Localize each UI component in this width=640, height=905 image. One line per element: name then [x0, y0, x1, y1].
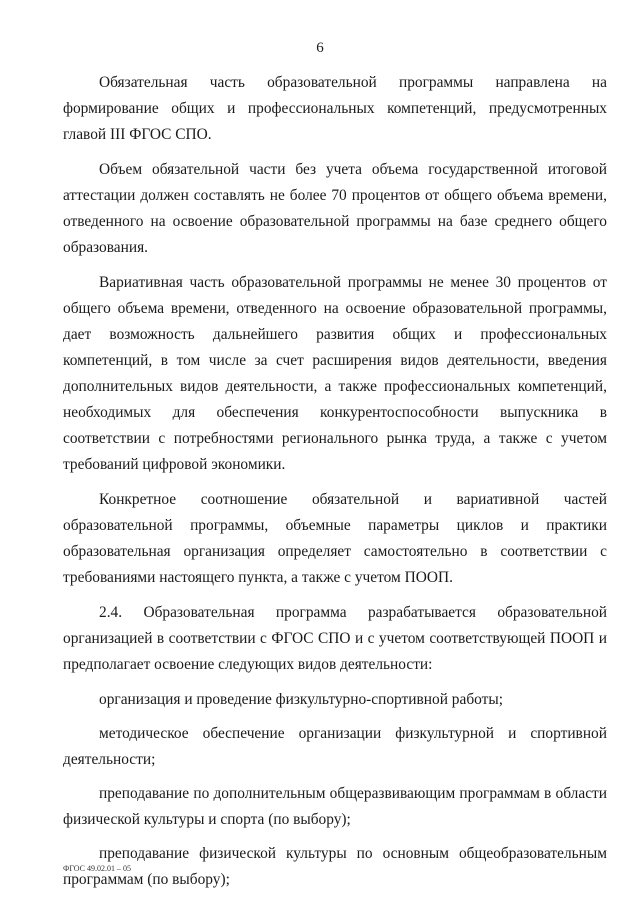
paragraph-mandatory-part: Обязательная часть образовательной программы направлена на формирование общих и профессиональных компетенций, предусмотренных главой III ФГОС СПО.	[63, 74, 607, 143]
paragraph-ratio: Конкретное соотношение обязательной и вариативной частей образовательной программы, объемные параметры циклов и практики образовательная организация определяет самостоятельно в соответствии с требованиями настоящего пункта, а также с учетом ПООП.	[63, 491, 607, 586]
paragraph-variable-part: Вариативная часть образовательной программы не менее 30 процентов от общего объема времени, отведенного на освоение образовательной программы, дает возможность дальнейшего развития общих и профессиональных компетенций, в том числе за счет расширения видов деятельности, введения дополнительных видов деятельности, а также профессиональных компетенций, необходимых для обеспечения конкурентоспособности выпускника в соответствии с потребностями регионального рынка труда, а также с учетом требований цифровой экономики.	[63, 274, 607, 473]
activity-item: методическое обеспечение организации физкультурной и спортивной деятельности;	[63, 725, 607, 768]
paragraph-mandatory-volume: Объем обязательной части без учета объема государственной итоговой аттестации должен составлять не более 70 процентов от общего объема времени, отведенного на освоение образовательной программы на базе среднего общего образования.	[63, 161, 607, 256]
activity-item: преподавание физической культуры по основным общеобразовательным программам (по выбору);	[63, 845, 607, 888]
paragraph-section-2-4: 2.4. Образовательная программа разрабатывается образовательной организацией в соответствии с ФГОС СПО и с учетом соответствующей ПООП и предполагает освоение следующих видов деятельности:	[63, 604, 607, 673]
page-number: 6	[316, 40, 324, 56]
activity-item: организация и проведение физкультурно-спортивной работы;	[99, 691, 503, 708]
document-body	[63, 70, 607, 901]
activity-item: преподавание по дополнительным общеразвивающим программам в области физической культуры и спорта (по выбору);	[63, 785, 607, 828]
document-footer-code: ФГОС 49.02.01 – 05	[63, 864, 131, 873]
